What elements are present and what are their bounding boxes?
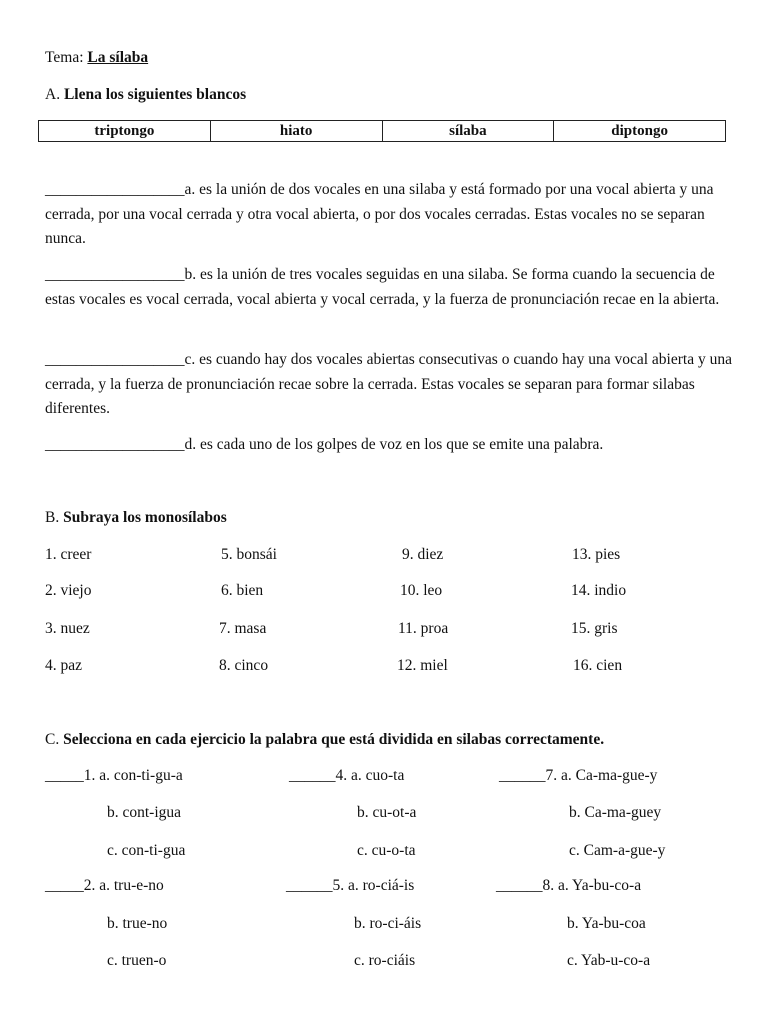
monosyllable-item[interactable]: 1. creer [45,546,92,563]
monosyllable-item[interactable]: 11. proa [398,620,449,637]
word-bank-cell: diptongo [611,123,668,139]
section-a-heading [45,86,246,104]
exercise-8-line-a [496,877,641,895]
option-c[interactable]: c. Cam-a-gue-y [569,842,666,859]
option-b[interactable]: b. true-no [107,915,168,932]
definition-text: a. es la unión de dos vocales en una silaba y está formado por una vocal abierta y una cerrada, por una vocal cerrada y otra vocal abierta, o por dos vocales cerradas. Estas vocales no se separan nunca. [45,181,714,247]
section-c-letter: C. [45,731,60,748]
option-b[interactable]: b. cont-igua [107,804,182,821]
answer-blank[interactable]: ______ [496,877,543,894]
exercise-7-line-a [499,767,657,785]
monosyllable-item[interactable]: 4. paz [45,657,83,674]
definition-text: d. es cada uno de los golpes de voz en los que se emite una palabra. [184,436,604,453]
option-a[interactable]: a. con-ti-gu-a [99,767,183,784]
section-c-title: Selecciona en cada ejercicio la palabra que está dividida en silabas correctamente. [63,731,605,748]
answer-blank[interactable]: ______ [499,767,546,784]
option-c[interactable]: c. con-ti-gua [107,842,186,859]
option-c[interactable]: c. Yab-u-co-a [567,952,651,969]
option-b[interactable]: b. Ca-ma-guey [569,804,662,821]
option-b[interactable]: b. cu-ot-a [357,804,417,821]
definition-item-a [45,178,735,252]
monosyllable-item[interactable]: 7. masa [219,620,267,637]
monosyllable-item[interactable]: 10. leo [400,582,443,599]
word-bank-cell: sílaba [383,121,555,141]
answer-blank[interactable]: __________________ [45,266,185,283]
monosyllable-item[interactable]: 15. gris [571,620,618,637]
section-b-letter: B. [45,509,60,526]
option-c[interactable]: c. cu-o-ta [357,842,416,859]
word-bank-cell: triptongo [39,121,211,141]
monosyllable-item[interactable]: 9. diez [402,546,444,563]
monosyllable-item[interactable]: 2. viejo [45,582,92,599]
exercise-5-line-a [286,877,414,895]
option-a[interactable]: a. tru-e-no [99,877,164,894]
word-bank-cell: hiato [211,121,383,141]
exercise-number: 8. [542,877,555,894]
exercise-1-line-a [45,767,183,785]
tema-label: Tema: [45,49,84,66]
monosyllable-item[interactable]: 8. cinco [219,657,269,674]
definition-item-c [45,348,735,422]
answer-blank[interactable]: ______ [289,767,336,784]
monosyllable-item[interactable]: 6. bien [221,582,264,599]
definition-item-b [45,263,735,312]
answer-blank[interactable]: ______ [286,877,333,894]
exercise-number: 5. [332,877,345,894]
option-b[interactable]: b. ro-ci-áis [354,915,422,932]
monosyllable-item[interactable]: 12. miel [397,657,448,674]
exercise-2-line-a [45,877,164,895]
section-b-title: Subraya los monosílabos [63,509,227,526]
definition-text: c. es cuando hay dos vocales abiertas consecutivas o cuando hay una vocal abierta y una cerrada, y la fuerza de pronunciación recae sobre la cerrada. Estas vocales se separan para formar silabas diferentes. [45,351,732,417]
answer-blank[interactable]: __________________ [45,436,185,453]
answer-blank[interactable]: _____ [45,877,84,894]
tema-line [45,49,148,67]
section-c-heading [45,731,604,749]
option-a[interactable]: a. Ca-ma-gue-y [561,767,658,784]
option-b[interactable]: b. Ya-bu-coa [567,915,646,932]
word-bank-table [38,120,726,142]
exercise-number: 7. [545,767,558,784]
definition-item-d [45,433,735,458]
section-b-heading [45,509,227,527]
monosyllable-item[interactable]: 5. bonsái [221,546,277,563]
answer-blank[interactable]: _____ [45,767,84,784]
answer-blank[interactable]: __________________ [45,351,185,368]
monosyllable-item[interactable]: 16. cien [573,657,623,674]
tema-value: La sílaba [87,49,149,66]
monosyllable-item[interactable]: 3. nuez [45,620,90,637]
section-a-title: Llena los siguientes blancos [63,86,247,103]
exercise-4-line-a [289,767,404,785]
monosyllable-item[interactable]: 13. pies [572,546,621,563]
option-a[interactable]: a. ro-ciá-is [348,877,415,894]
exercise-number: 1. [83,767,96,784]
option-a[interactable]: a. cuo-ta [351,767,405,784]
definition-text: b. es la unión de tres vocales seguidas en una silaba. Se forma cuando la secuencia de estas vocales es vocal cerrada, vocal abierta y vocal cerrada, y la fuerza de pronunciación recae en la abierta. [45,266,720,308]
option-c[interactable]: c. ro-ciáis [354,952,416,969]
exercise-number: 2. [83,877,96,894]
option-c[interactable]: c. truen-o [107,952,167,969]
option-a[interactable]: a. Ya-bu-co-a [558,877,642,894]
monosyllable-item[interactable]: 14. indio [571,582,627,599]
section-a-letter: A. [45,86,61,103]
answer-blank[interactable]: __________________ [45,181,185,198]
exercise-number: 4. [335,767,348,784]
